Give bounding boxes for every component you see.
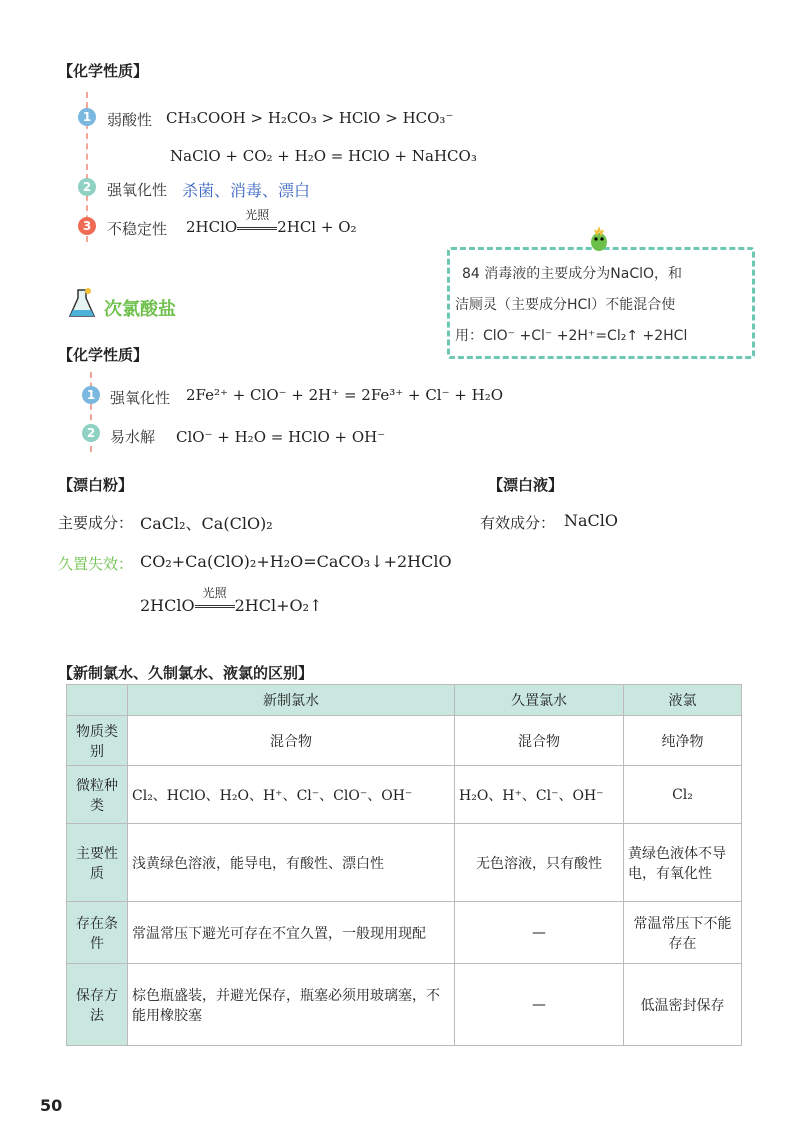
failure-equation: CO₂+Ca(ClO)₂+H₂O=CaCO₃↓+2HClO xyxy=(140,552,452,571)
table-header-row xyxy=(67,685,742,716)
callout-line: 用：ClO⁻ +Cl⁻ +2H⁺=Cl₂↑ +2HCl xyxy=(455,328,688,344)
row-header: 存在条件 xyxy=(67,902,128,964)
property-label: 强氧化性 xyxy=(110,389,171,407)
section1-heading: 【化学性质】 xyxy=(58,62,149,80)
acidity-order: CH₃COOH > H₂CO₃ > HClO > HCO₃⁻ xyxy=(166,109,454,127)
hydrolysis-equation: ClO⁻ + H₂O = HClO + OH⁻ xyxy=(176,428,386,446)
row-header: 保存方法 xyxy=(67,964,128,1046)
item-number: 1 xyxy=(78,108,96,126)
item-number: 1 xyxy=(82,386,100,404)
table-cell: 低温密封保存 xyxy=(624,964,742,1046)
row-header: 主要性质 xyxy=(67,824,128,902)
eq-condition: 光照 xyxy=(202,586,227,600)
table-cell: 混合物 xyxy=(128,716,455,766)
page-number: 50 xyxy=(40,1096,63,1115)
table-row xyxy=(67,766,742,824)
eq-left: 2HClO xyxy=(140,596,195,615)
table-cell: Cl₂ xyxy=(624,766,742,824)
effective-component-label: 有效成分： xyxy=(480,514,556,532)
table-row xyxy=(67,716,742,766)
table-cell: 混合物 xyxy=(455,716,624,766)
main-component-label: 主要成分： xyxy=(58,514,134,532)
property-label: 强氧化性 xyxy=(107,181,168,199)
table-cell: 常温常压下避光可存在不宜久置，一般现用现配 xyxy=(128,902,455,964)
table-cell: 浅黄绿色溶液，能导电，有酸性、漂白性 xyxy=(128,824,455,902)
column-header: 液氯 xyxy=(624,685,742,716)
eq-right: 2HCl + O₂ xyxy=(277,218,357,236)
property-value: 杀菌、消毒、漂白 xyxy=(182,181,311,200)
section2-heading: 【化学性质】 xyxy=(58,346,149,364)
table-cell: H₂O、H⁺、Cl⁻、OH⁻ xyxy=(455,766,624,824)
item-number: 2 xyxy=(78,178,96,196)
row-header: 物质类别 xyxy=(67,716,128,766)
item-number: 2 xyxy=(82,424,100,442)
property-label: 弱酸性 xyxy=(107,111,153,129)
table-cell: — xyxy=(455,964,624,1046)
decomposition-equation xyxy=(140,586,323,615)
decomposition-equation xyxy=(186,208,357,236)
callout-line: 84 消毒液的主要成分为NaClO，和 xyxy=(462,266,683,282)
comparison-table xyxy=(66,684,742,1046)
table-cell: 棕色瓶盛装，并避光保存，瓶塞必须用玻璃塞，不能用橡胶塞 xyxy=(128,964,455,1046)
property-label: 易水解 xyxy=(110,428,156,446)
eq-condition: 光照 xyxy=(245,208,270,222)
table-cell: 无色溶液，只有酸性 xyxy=(455,824,624,902)
column-header: 久置氯水 xyxy=(455,685,624,716)
item-number: 3 xyxy=(78,217,96,235)
callout-line: 洁厕灵（主要成分HCl）不能混合使 xyxy=(455,297,676,313)
effective-component-value: NaClO xyxy=(564,511,619,530)
table-cell: 纯净物 xyxy=(624,716,742,766)
flask-icon xyxy=(68,286,96,320)
table-cell: Cl₂、HClO、H₂O、H⁺、Cl⁻、ClO⁻、OH⁻ xyxy=(128,766,455,824)
oxidation-equation: 2Fe²⁺ + ClO⁻ + 2H⁺ = 2Fe³⁺ + Cl⁻ + H₂O xyxy=(186,386,504,404)
table-row xyxy=(67,824,742,902)
eq-left: 2HClO xyxy=(186,218,238,236)
property-label: 不稳定性 xyxy=(107,220,168,238)
bleach-powder-heading: 【漂白粉】 xyxy=(58,476,134,494)
column-header: 新制氯水 xyxy=(128,685,455,716)
table-cell: — xyxy=(455,902,624,964)
dinosaur-icon xyxy=(586,226,612,252)
corner-cell xyxy=(67,685,128,716)
row-header: 微粒种类 xyxy=(67,766,128,824)
table-cell: 常温常压下不能存在 xyxy=(624,902,742,964)
bleach-liquid-heading: 【漂白液】 xyxy=(488,476,564,494)
eq-right: 2HCl+O₂↑ xyxy=(234,596,323,615)
table-cell: 黄绿色液体不导电，有氧化性 xyxy=(624,824,742,902)
table-row xyxy=(67,964,742,1046)
reaction-equation: NaClO + CO₂ + H₂O = HClO + NaHCO₃ xyxy=(170,147,477,165)
section2-title: 次氯酸盐 xyxy=(104,299,176,320)
main-component-value: CaCl₂、Ca(ClO)₂ xyxy=(140,514,273,533)
table-row xyxy=(67,902,742,964)
table-heading: 【新制氯水、久制氯水、液氯的区别】 xyxy=(58,664,314,682)
failure-label: 久置失效： xyxy=(58,555,134,573)
